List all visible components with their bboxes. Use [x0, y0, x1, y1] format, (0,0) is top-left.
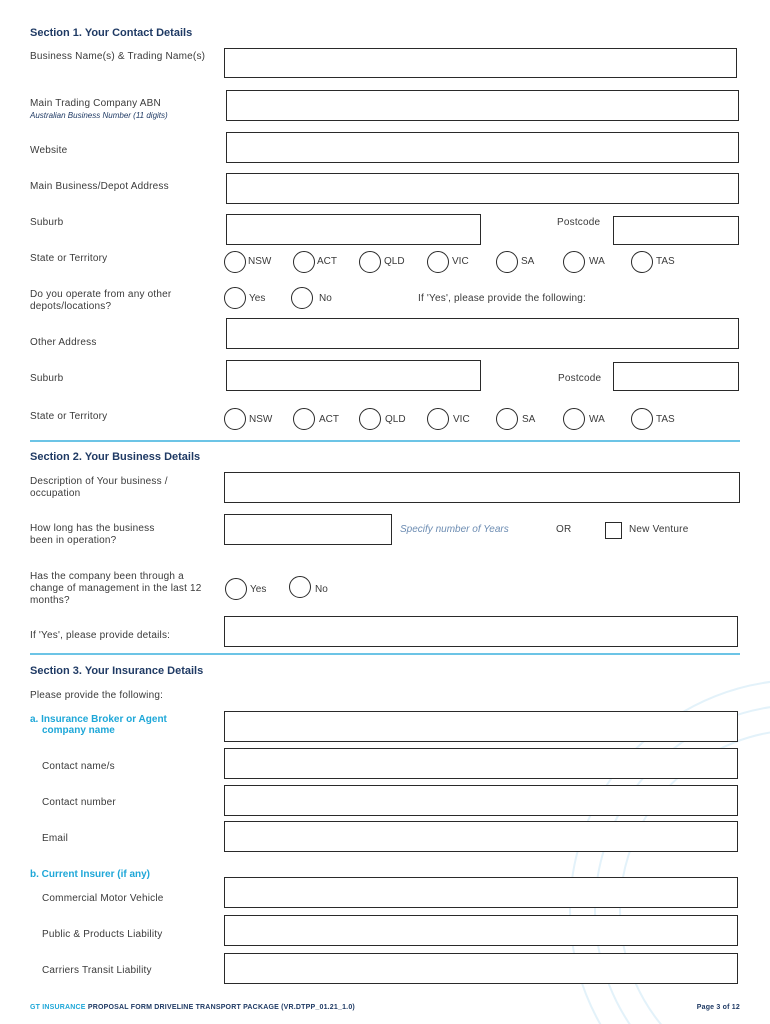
- insurer-heading: b. Current Insurer (if any): [30, 869, 151, 880]
- postcode-label: Postcode: [557, 217, 601, 228]
- change-mgmt-label: Has the company been through a change of management in the last 12 months?: [30, 571, 202, 606]
- footer-doc-title: PROPOSAL FORM DRIVELINE TRANSPORT PACKAGE (VR.DTPP_01.21_1.0): [87, 1004, 355, 1011]
- radio-label-nsw: NSW: [248, 256, 272, 267]
- suburb2-field[interactable]: [226, 360, 481, 391]
- address-label: Main Business/Depot Address: [30, 181, 169, 192]
- radio2-nsw[interactable]: [224, 408, 246, 430]
- section2-title: Section 2. Your Business Details: [30, 451, 201, 463]
- abn-label: Main Trading Company ABN: [30, 98, 161, 109]
- suburb2-label: Suburb: [30, 373, 64, 384]
- radio2-label-qld: QLD: [385, 414, 406, 425]
- business-name-field[interactable]: [224, 48, 737, 78]
- radio-vic[interactable]: [427, 251, 449, 273]
- website-label: Website: [30, 145, 68, 156]
- email-label: Email: [42, 833, 69, 844]
- broker-heading: a. Insurance Broker or Agent: [30, 714, 167, 725]
- radio2-tas[interactable]: [631, 408, 653, 430]
- radio-label-wa: WA: [589, 256, 605, 267]
- radio-tas[interactable]: [631, 251, 653, 273]
- radio-label-act: ACT: [317, 256, 337, 267]
- or-label: OR: [556, 524, 572, 535]
- radio-act[interactable]: [293, 251, 315, 273]
- contact-number-label: Contact number: [42, 797, 116, 808]
- radio-label-sa: SA: [521, 256, 535, 267]
- footer-brand: GT INSURANCE: [30, 1004, 86, 1011]
- radio2-act[interactable]: [293, 408, 315, 430]
- radio2-label-act: ACT: [319, 414, 339, 425]
- state-radio-group: [0, 250, 770, 274]
- radio-qld[interactable]: [359, 251, 381, 273]
- radio2-label-tas: TAS: [656, 414, 675, 425]
- transit-field[interactable]: [224, 953, 738, 984]
- business-name-label: Business Name(s) & Trading Name(s): [30, 51, 206, 62]
- change-mgmt-no-label: No: [315, 584, 328, 595]
- footer-page-number: Page 3 of 12: [696, 1004, 740, 1011]
- radio-label-tas: TAS: [656, 256, 675, 267]
- radio2-label-wa: WA: [589, 414, 605, 425]
- pl-field[interactable]: [224, 915, 738, 946]
- section1-title: Section 1. Your Contact Details: [30, 27, 193, 39]
- broker-heading-2: company name: [42, 725, 115, 736]
- insurance-intro: Please provide the following:: [30, 690, 164, 701]
- contact-names-field[interactable]: [224, 748, 738, 779]
- how-long-label: How long has the business been in operation?: [30, 523, 155, 546]
- new-venture-label: New Venture: [629, 524, 689, 535]
- footer-doc: [30, 1004, 355, 1011]
- state-label: State or Territory: [30, 253, 108, 264]
- years-hint: Specify number of Years: [400, 524, 509, 535]
- email-field[interactable]: [224, 821, 738, 852]
- suburb-label: Suburb: [30, 217, 64, 228]
- radio-nsw[interactable]: [224, 251, 246, 273]
- if-yes-following-label: If 'Yes', please provide the following:: [418, 293, 587, 304]
- contact-number-field[interactable]: [224, 785, 738, 816]
- abn-hint: Australian Business Number (11 digits): [30, 111, 168, 120]
- radio2-vic[interactable]: [427, 408, 449, 430]
- other-depots-yes-label: Yes: [249, 293, 266, 304]
- radio2-wa[interactable]: [563, 408, 585, 430]
- radio-label-vic: VIC: [452, 256, 469, 267]
- radio2-label-vic: VIC: [453, 414, 470, 425]
- cmv-field[interactable]: [224, 877, 738, 908]
- address-field[interactable]: [226, 173, 739, 204]
- broker-company-field[interactable]: [224, 711, 738, 742]
- website-field[interactable]: [226, 132, 739, 163]
- section-divider: [30, 440, 740, 442]
- section3-title: Section 3. Your Insurance Details: [30, 665, 204, 677]
- radio-label-qld: QLD: [384, 256, 405, 267]
- abn-field[interactable]: [226, 90, 739, 121]
- transit-label: Carriers Transit Liability: [42, 965, 152, 976]
- cmv-label: Commercial Motor Vehicle: [42, 893, 164, 904]
- years-field[interactable]: [224, 514, 392, 545]
- details-field[interactable]: [224, 616, 738, 647]
- description-label: Description of Your business / occupation: [30, 476, 168, 499]
- postcode2-field[interactable]: [613, 362, 739, 391]
- new-venture-checkbox[interactable]: [605, 522, 622, 539]
- other-depots-no-label: No: [319, 293, 332, 304]
- contact-names-label: Contact name/s: [42, 761, 115, 772]
- details-label: If 'Yes', please provide details:: [30, 630, 171, 641]
- radio-sa[interactable]: [496, 251, 518, 273]
- change-mgmt-yes-radio[interactable]: [225, 578, 247, 600]
- other-depots-label: Do you operate from any other depots/locations?: [30, 289, 172, 312]
- state2-radio-group: [0, 407, 770, 431]
- other-address-label: Other Address: [30, 337, 97, 348]
- radio-wa[interactable]: [563, 251, 585, 273]
- postcode-field[interactable]: [613, 216, 739, 245]
- radio2-sa[interactable]: [496, 408, 518, 430]
- radio2-label-nsw: NSW: [249, 414, 273, 425]
- radio2-label-sa: SA: [522, 414, 536, 425]
- other-depots-no-radio[interactable]: [291, 287, 313, 309]
- change-mgmt-no-radio[interactable]: [289, 576, 311, 598]
- change-mgmt-yes-label: Yes: [250, 584, 267, 595]
- other-depots-yes-radio[interactable]: [224, 287, 246, 309]
- radio2-qld[interactable]: [359, 408, 381, 430]
- pl-label: Public & Products Liability: [42, 929, 163, 940]
- description-field[interactable]: [224, 472, 740, 503]
- state2-label: State or Territory: [30, 411, 108, 422]
- postcode2-label: Postcode: [558, 373, 602, 384]
- other-address-field[interactable]: [226, 318, 739, 349]
- suburb-field[interactable]: [226, 214, 481, 245]
- section-divider: [30, 653, 740, 655]
